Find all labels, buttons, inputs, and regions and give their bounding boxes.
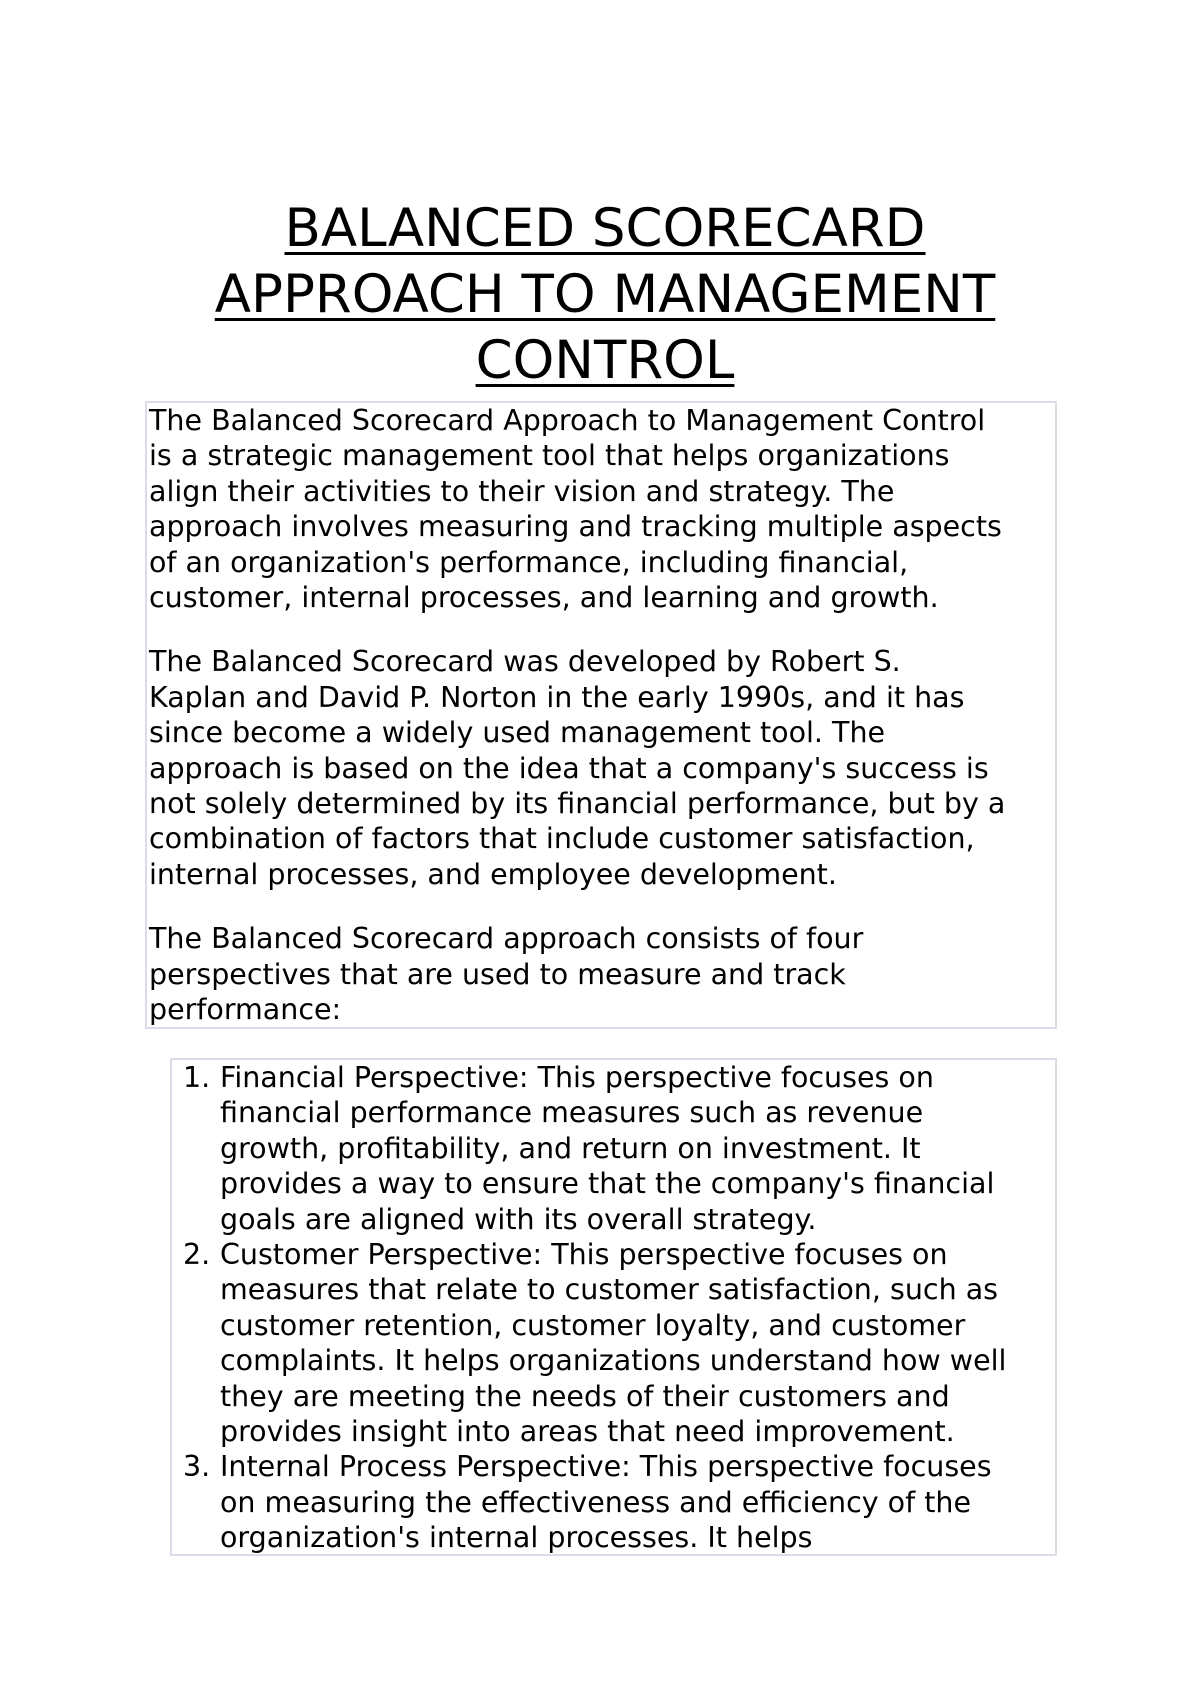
paragraph: [149, 403, 1055, 615]
paragraph-line: combination of factors that include customer satisfaction,: [149, 822, 975, 856]
paragraph-line: align their activities to their vision and strategy. The: [149, 474, 895, 508]
paragraph: [149, 644, 1055, 892]
intro-text-box: [145, 401, 1057, 1029]
list-item-line: growth, profitability, and return on investment. It: [220, 1131, 921, 1165]
list-item: [172, 1449, 1055, 1555]
paragraph-line: not solely determined by its financial performance, but by a: [149, 787, 1006, 821]
paragraph-line: The Balanced Scorecard was developed by Robert S.: [149, 645, 901, 679]
list-item-number: 2.: [183, 1238, 211, 1272]
paragraph-line: since become a widely used management tool. The: [149, 716, 886, 750]
list-item-line: provides insight into areas that need improvement.: [220, 1415, 955, 1449]
paragraph: [149, 921, 1055, 1027]
list-item-line: complaints. It helps organizations understand how well: [220, 1344, 1007, 1378]
list-item: [172, 1237, 1055, 1449]
paragraph-line: perspectives that are used to measure and track: [149, 957, 846, 991]
paragraph-line: approach is based on the idea that a company's success is: [149, 751, 989, 785]
perspectives-list-box: [170, 1058, 1057, 1556]
paragraph-line: customer, internal processes, and learning and growth.: [149, 581, 939, 615]
title-line: BALANCED SCORECARD: [284, 198, 926, 259]
list-item-line: Customer Perspective: This perspective focuses on: [220, 1238, 948, 1272]
list-item-line: customer retention, customer loyalty, and customer: [220, 1308, 966, 1342]
list-item-line: Internal Process Perspective: This perspective focuses: [220, 1450, 992, 1484]
paragraph-line: is a strategic management tool that helps organizations: [149, 439, 950, 473]
paragraph-line: internal processes, and employee development.: [149, 857, 837, 891]
paragraph-line: performance:: [149, 993, 342, 1027]
title-line: APPROACH TO MANAGEMENT: [214, 264, 996, 325]
list-item-line: goals are aligned with its overall strategy.: [220, 1202, 817, 1236]
paragraph-line: of an organization's performance, including financial,: [149, 545, 909, 579]
paragraph-line: The Balanced Scorecard Approach to Management Control: [149, 404, 986, 437]
paragraph-line: approach involves measuring and tracking multiple aspects: [149, 510, 1002, 544]
list-item-line: organization's internal processes. It helps: [220, 1521, 813, 1555]
list-item-line: measures that relate to customer satisfaction, such as: [220, 1273, 999, 1307]
list-item-line: Financial Perspective: This perspective focuses on: [220, 1061, 934, 1094]
document-title: [145, 196, 1065, 394]
list-item-line: they are meeting the needs of their customers and: [220, 1379, 950, 1413]
list-item: [172, 1060, 1055, 1237]
list-item-number: 3.: [183, 1450, 211, 1484]
perspectives-list: [172, 1060, 1055, 1556]
list-item-number: 1.: [183, 1061, 211, 1094]
list-item-line: financial performance measures such as revenue: [220, 1096, 924, 1130]
title-line: CONTROL: [475, 330, 735, 391]
list-item-line: provides a way to ensure that the company's financial: [220, 1167, 995, 1201]
list-item-line: on measuring the effectiveness and efficiency of the: [220, 1485, 971, 1519]
paragraph-line: Kaplan and David P. Norton in the early 1990s, and it has: [149, 680, 965, 714]
paragraph-line: The Balanced Scorecard approach consists of four: [149, 922, 864, 956]
